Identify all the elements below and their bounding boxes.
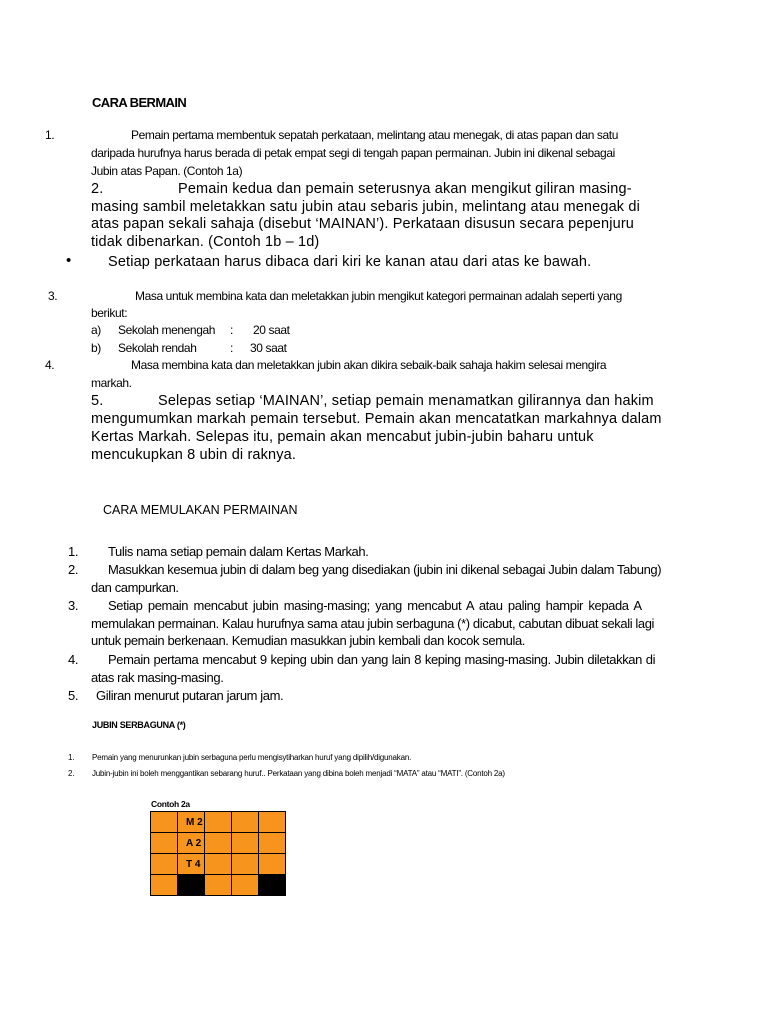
grid-row xyxy=(151,875,286,896)
sub-b-letter: b) xyxy=(91,341,101,355)
example-label: Contoh 2a xyxy=(151,799,190,809)
empty-tile xyxy=(232,875,259,896)
empty-tile xyxy=(259,854,286,875)
sub-a-letter: a) xyxy=(91,323,101,337)
empty-tile xyxy=(232,812,259,833)
blank-tile xyxy=(178,875,205,896)
s2-item-1-line-1: Tulis nama setiap pemain dalam Kertas Markah. xyxy=(108,544,369,559)
empty-tile xyxy=(232,854,259,875)
s2-item-3-line-2: memulakan permainan. Kalau hurufnya sama atau jubin serbaguna (*) dicabut, cabutan dibuat sekali lagi xyxy=(91,616,655,631)
empty-tile xyxy=(151,812,178,833)
letter-tile: A 2 xyxy=(178,833,205,854)
item-4-line-2: markah. xyxy=(91,376,132,390)
s2-item-3-line-3: untuk pemain berkenaan. Kemudian masukkan jubin kembali dan kocok semula. xyxy=(91,633,526,648)
section-title-cara-memulakan: CARA MEMULAKAN PERMAINAN xyxy=(103,503,298,517)
item-4-line-1: Masa membina kata dan meletakkan jubin akan dikira sebaik-baik sahaja hakim selesai mengira xyxy=(131,358,607,372)
sub-b-value: 30 saat xyxy=(250,341,287,355)
letter-tile: M 2 xyxy=(178,812,205,833)
s2-item-3-line-1: Setiap pemain mencabut jubin masing-masing; yang mencabut A atau paling hampir kepada A xyxy=(108,598,642,613)
s3-item-1-number: 1. xyxy=(68,753,75,762)
item-1-line-2: daripada hurufnya harus berada di petak empat segi di tengah papan permainan. Jubin ini dikenal sebagai xyxy=(91,146,615,160)
bullet-text: Setiap perkataan harus dibaca dari kiri ke kanan atau dari atas ke bawah. xyxy=(108,254,592,270)
sub-a-label: Sekolah menengah xyxy=(118,323,216,337)
item-3-line-2: berikut: xyxy=(91,306,128,320)
s3-item-2-text: Jubin-jubin ini boleh menggantikan sebarang huruf.. Perkataan yang dibina boleh menjadi “MATA” atau “MATI”. (Contoh 2a) xyxy=(92,769,505,778)
item-5-line-1: Selepas setiap ‘MAINAN’, setiap pemain menamatkan gilirannya dan hakim xyxy=(158,393,654,409)
item-3-number: 3. xyxy=(48,289,58,303)
blank-tile xyxy=(259,875,286,896)
empty-tile xyxy=(151,833,178,854)
example-tile-grid xyxy=(150,811,286,896)
s2-item-5-line-1: Giliran menurut putaran jarum jam. xyxy=(96,688,284,703)
empty-tile xyxy=(205,833,232,854)
empty-tile xyxy=(205,854,232,875)
letter-tile: T 4 xyxy=(178,854,205,875)
item-2-number: 2. xyxy=(91,181,104,197)
item-2-line-4: tidak dibenarkan. (Contoh 1b – 1d) xyxy=(91,234,320,250)
section-title-jubin-serbaguna: JUBIN SERBAGUNA (*) xyxy=(92,720,186,730)
s2-item-5-number: 5. xyxy=(68,688,79,703)
s2-item-2-number: 2. xyxy=(68,562,79,577)
s3-item-1-text: Pemain yang menurunkan jubin serbaguna perlu mengisytiharkan huruf yang dipilih/digunakan. xyxy=(92,753,412,762)
grid-row xyxy=(151,854,286,875)
section-title-cara-bermain: CARA BERMAIN xyxy=(92,95,187,110)
item-5-line-3: Kertas Markah. Selepas itu, pemain akan mencabut jubin-jubin baharu untuk xyxy=(91,429,594,445)
s2-item-2-line-2: dan campurkan. xyxy=(91,580,179,595)
sub-b-label: Sekolah rendah xyxy=(118,341,197,355)
item-2-line-1: Pemain kedua dan pemain seterusnya akan mengikut giliran masing- xyxy=(178,181,632,197)
s2-item-3-number: 3. xyxy=(68,598,79,613)
empty-tile xyxy=(151,854,178,875)
s2-item-1-number: 1. xyxy=(68,544,79,559)
sub-a-separator: : xyxy=(230,323,233,337)
item-4-number: 4. xyxy=(45,358,55,372)
item-5-line-2: mengumumkan markah pemain tersebut. Pemain akan mencatatkan markahnya dalam xyxy=(91,411,662,427)
item-5-line-4: mencukupkan 8 ubin di raknya. xyxy=(91,447,297,463)
bullet-icon: • xyxy=(66,252,72,269)
empty-tile xyxy=(151,875,178,896)
s2-item-4-number: 4. xyxy=(68,652,79,667)
empty-tile xyxy=(205,812,232,833)
s2-item-4-line-1: Pemain pertama mencabut 9 keping ubin dan yang lain 8 keping masing-masing. Jubin diletakkan di xyxy=(108,652,656,667)
s2-item-2-line-1: Masukkan kesemua jubin di dalam beg yang disediakan (jubin ini dikenal sebagai Jubin dalam Tabung) xyxy=(108,562,662,577)
empty-tile xyxy=(232,833,259,854)
grid-row xyxy=(151,812,286,833)
sub-a-value: 20 saat xyxy=(253,323,290,337)
item-5-number: 5. xyxy=(91,393,104,409)
item-2-line-3: atas papan sekali sahaja (disebut ‘MAINAN’). Perkataan disusun secara pepenjuru xyxy=(91,216,635,232)
item-1-line-3: Jubin atas Papan. (Contoh 1a) xyxy=(91,164,243,178)
s2-item-4-line-2: atas rak masing-masing. xyxy=(91,670,224,685)
s3-item-2-number: 2. xyxy=(68,769,75,778)
empty-tile xyxy=(259,812,286,833)
grid-row xyxy=(151,833,286,854)
empty-tile xyxy=(259,833,286,854)
item-1-number: 1. xyxy=(45,128,55,142)
sub-b-separator: : xyxy=(230,341,233,355)
item-1-line-1: Pemain pertama membentuk sepatah perkataan, melintang atau menegak, di atas papan dan satu xyxy=(131,128,619,142)
item-3-line-1: Masa untuk membina kata dan meletakkan jubin mengikut kategori permainan adalah seperti yang xyxy=(135,289,622,303)
item-2-line-2: masing sambil meletakkan satu jubin atau sebaris jubin, melintang atau menegak di xyxy=(91,199,640,215)
empty-tile xyxy=(205,875,232,896)
